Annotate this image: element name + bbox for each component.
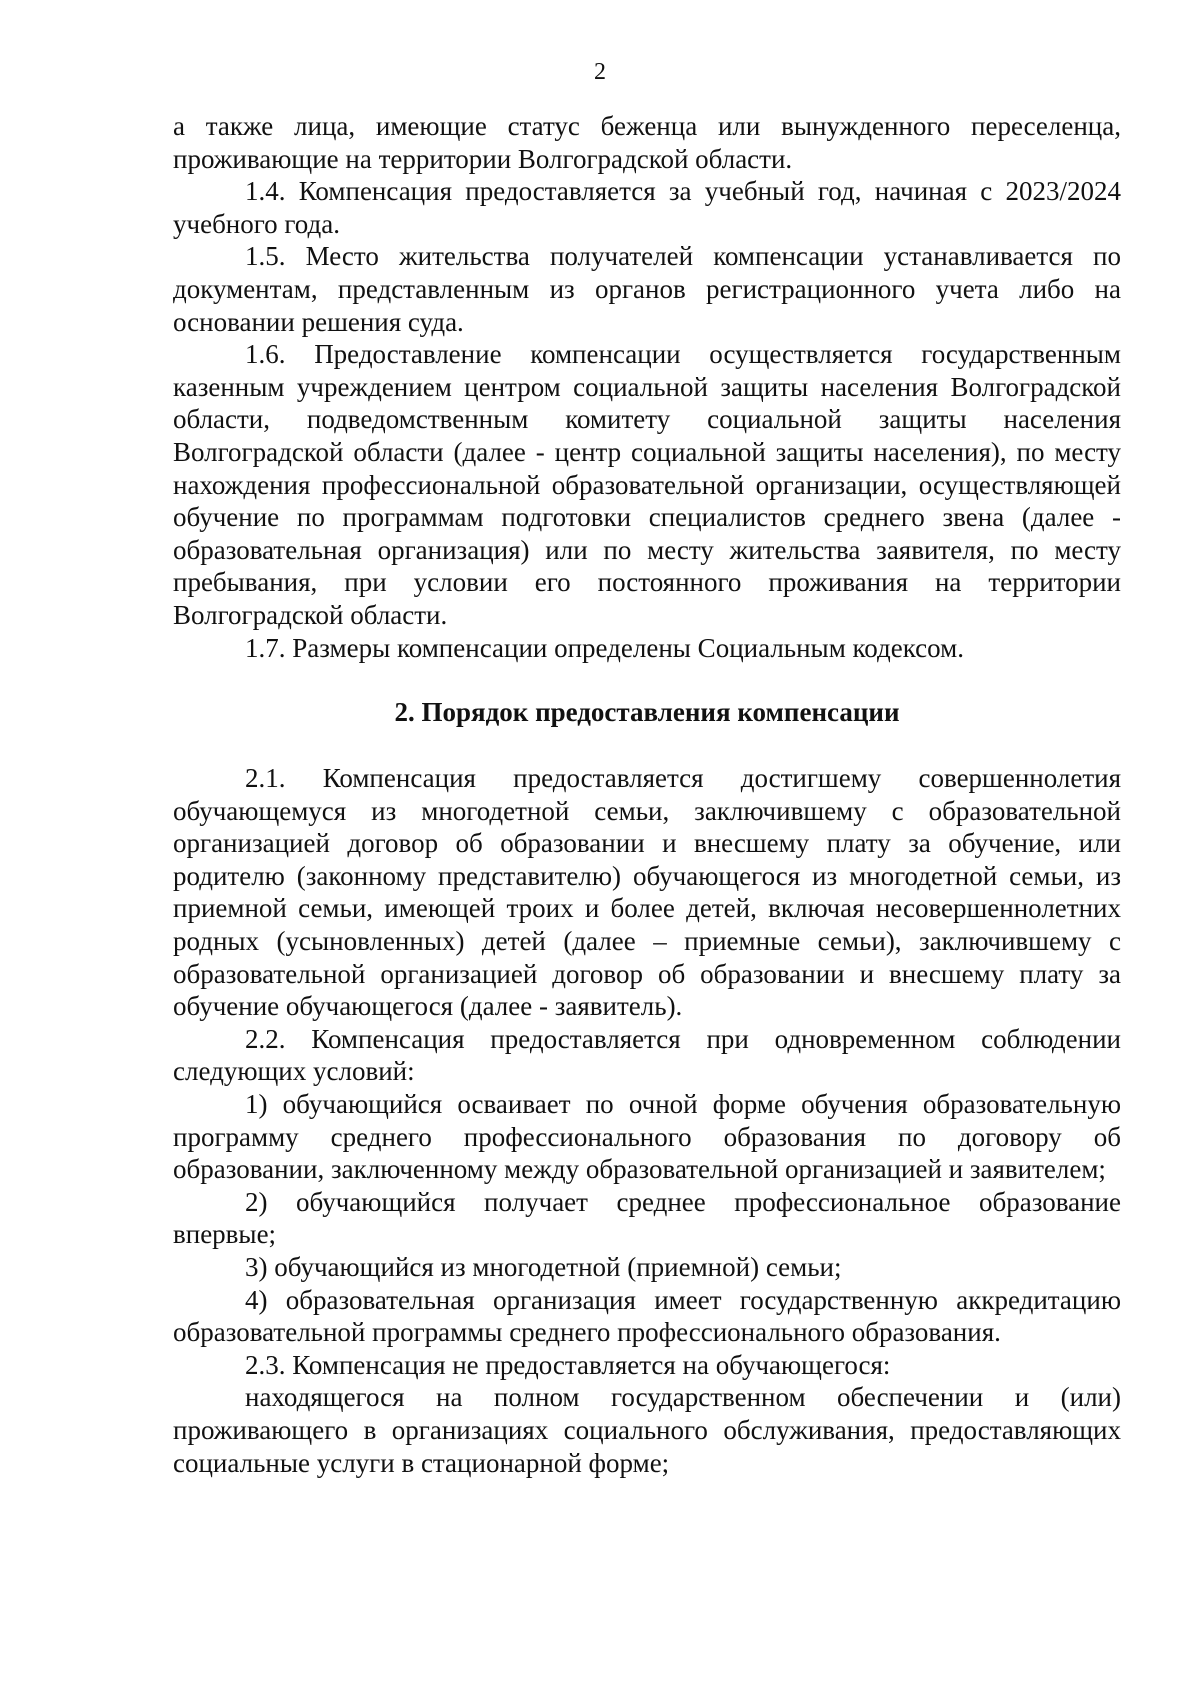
list-item-condition-1: 1) обучающийся осваивает по очной форме обучения образовательную программу среднего профессионального образования по договору об образовании, заключенному между образовательной организацией и заявителем; (173, 1089, 1121, 1185)
paragraph-2-1: 2.1. Компенсация предоставляется достигшему совершеннолетия обучающемуся из многодетной семьи, заключившему с образовательной организацией договор об образовании и внесшему плату за обучение, или родителю (законному представителю) обучающегося из многодетной семьи, из приемной семьи, имеющей троих и более детей, включая несовершеннолетних родных (усыновленных) детей (далее – приемные семьи), заключившему с образовательной организацией договор об образовании и внесшему плату за обучение обучающегося (далее - заявитель). (173, 763, 1121, 1022)
section-heading: 2. Порядок предоставления компенсации (394, 697, 900, 728)
paragraph-1-7: 1.7. Размеры компенсации определены Социальным кодексом. (245, 632, 964, 663)
paragraph-1-4: 1.4. Компенсация предоставляется за учебный год, начиная с 2023/2024 учебного года. (173, 176, 1121, 239)
list-item-condition-4: 4) образовательная организация имеет государственную аккредитацию образовательной программы среднего профессионального образования. (173, 1284, 1121, 1348)
document-body (173, 110, 1121, 1479)
paragraph-2-3-exclusion: находящегося на полном государственном обеспечении и (или) проживающего в организациях социального обслуживания, предоставляющих социальные услуги в стационарной форме; (173, 1382, 1121, 1478)
list-item-condition-2: 2) обучающийся получает среднее профессиональное образование впервые; (173, 1186, 1121, 1250)
paragraph-2-2: 2.2. Компенсация предоставляется при одновременном соблюдении следующих условий: (173, 1023, 1121, 1087)
list-item-condition-3: 3) обучающийся из многодетной (приемной) семьи; (245, 1252, 842, 1282)
paragraph-1-5: 1.5. Место жительства получателей компенсации устанавливается по документам, представленным из органов регистрационного учета либо на основании решения суда. (173, 241, 1121, 337)
page-number: 2 (594, 59, 606, 85)
paragraph-continuation: а также лица, имеющие статус беженца или вынужденного переселенца, проживающие на территории Волгоградской области. (173, 111, 1121, 174)
paragraph-2-3: 2.3. Компенсация не предоставляется на обучающегося: (245, 1349, 891, 1380)
paragraph-1-6: 1.6. Предоставление компенсации осуществляется государственным казенным учреждением центром социальной защиты населения Волгоградской области, подведомственным комитету социальной защиты населения Волгоградской области (далее - центр социальной защиты населения), по месту нахождения профессиональной образовательной организации, осуществляющей обучение по программам подготовки специалистов среднего звена (далее - образовательная организация) или по месту жительства заявителя, по месту пребывания, при условии его постоянного проживания на территории Волгоградской области. (173, 339, 1121, 630)
